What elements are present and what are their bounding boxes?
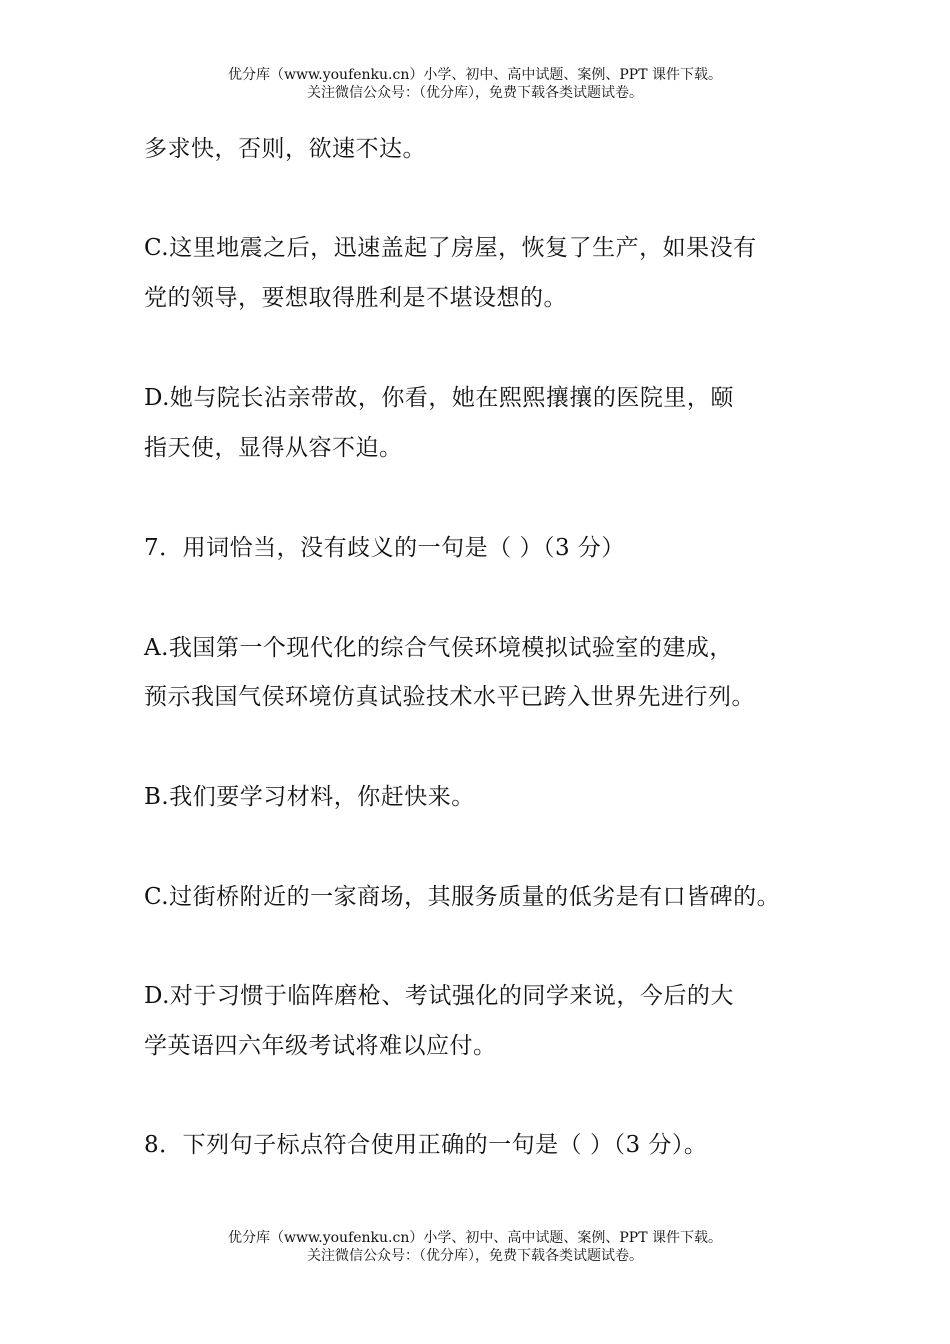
question-7: 7．用词恰当，没有歧义的一句是（ ）（3 分） <box>144 535 625 561</box>
text-line: 多求快，否则，欲速不达。 <box>144 136 426 162</box>
footer-line-1: 优分库（www.youfenku.cn）小学、初中、高中试题、案例、PPT 课件下载。 <box>227 1230 722 1246</box>
option-c-line-1: C.这里地震之后，迅速盖起了房屋，恢复了生产，如果没有 <box>144 235 757 261</box>
header-line-2: 关注微信公众号：（优分库），免费下载各类试题试卷。 <box>307 85 643 101</box>
q7-option-d-line-1: D.对于习惯于临阵磨枪、考试强化的同学来说，今后的大 <box>144 983 734 1009</box>
footer-line-2: 关注微信公众号：（优分库），免费下载各类试题试卷。 <box>307 1248 643 1264</box>
page-header <box>0 66 950 102</box>
q7-option-a-line-2: 预示我国气侯环境仿真试验技术水平已跨入世界先进行列。 <box>144 684 755 710</box>
q7-option-d-line-2: 学英语四六年级考试将难以应付。 <box>144 1033 497 1059</box>
question-8: 8．下列句子标点符合使用正确的一句是（ ）（3 分）。 <box>144 1132 708 1158</box>
option-c-line-2: 党的领导，要想取得胜利是不堪设想的。 <box>144 285 567 311</box>
q7-option-b: B.我们要学习材料，你赶快来。 <box>144 784 475 810</box>
q7-option-a-line-1: A.我国第一个现代化的综合气侯环境模拟试验室的建成， <box>144 635 733 661</box>
q7-option-c: C.过街桥附近的一家商场，其服务质量的低劣是有口皆碑的。 <box>144 884 781 910</box>
page-footer <box>0 1229 950 1265</box>
option-d-line-2: 指天使，显得从容不迫。 <box>144 435 403 461</box>
option-d-line-1: D.她与院长沾亲带故，你看，她在熙熙攘攘的医院里，颐 <box>144 385 734 411</box>
header-line-1: 优分库（www.youfenku.cn）小学、初中、高中试题、案例、PPT 课件下载。 <box>227 67 722 83</box>
